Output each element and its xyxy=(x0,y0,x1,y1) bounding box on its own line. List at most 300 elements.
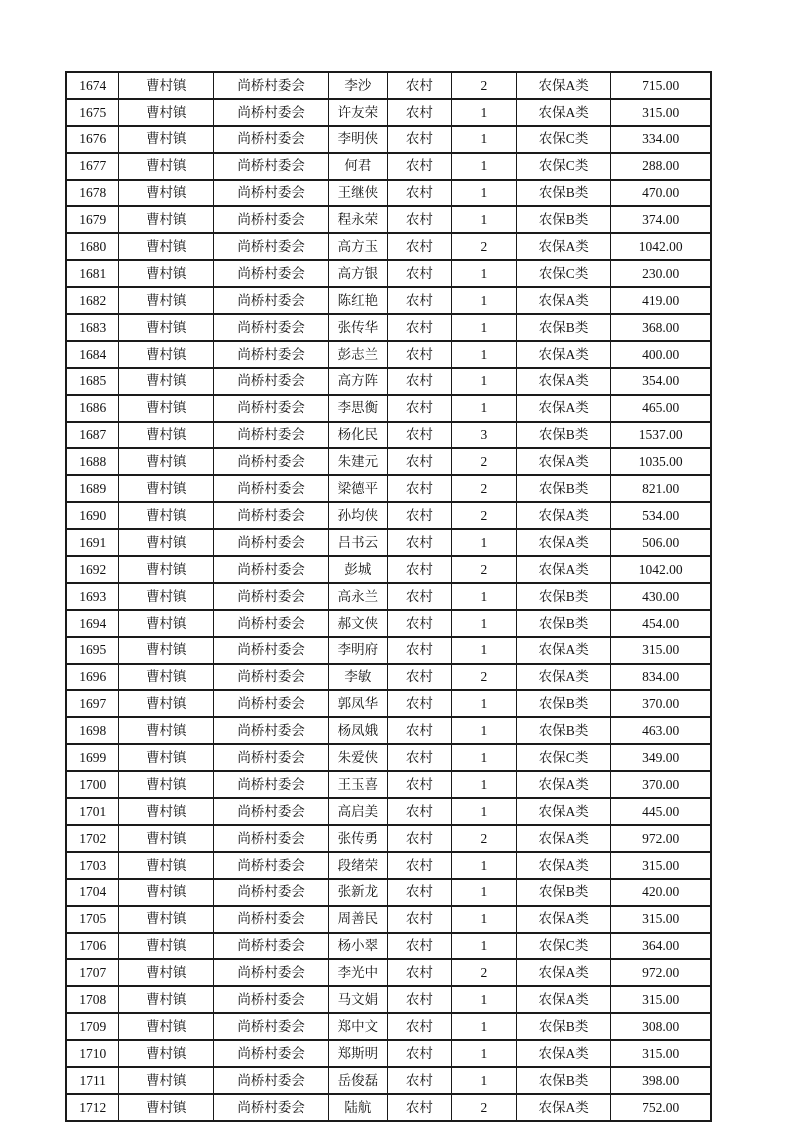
cell-count: 1 xyxy=(452,206,517,233)
cell-village: 尚桥村委会 xyxy=(214,825,329,852)
cell-count: 1 xyxy=(452,395,517,422)
cell-amount: 430.00 xyxy=(611,583,711,610)
cell-name: 彭城 xyxy=(328,556,387,583)
cell-category: 农保C类 xyxy=(516,126,611,153)
cell-count: 1 xyxy=(452,986,517,1013)
cell-amount: 315.00 xyxy=(611,1040,711,1067)
cell-village: 尚桥村委会 xyxy=(214,690,329,717)
cell-id: 1685 xyxy=(66,368,119,395)
cell-type: 农村 xyxy=(387,99,452,126)
cell-village: 尚桥村委会 xyxy=(214,556,329,583)
cell-town: 曹村镇 xyxy=(119,1094,214,1121)
cell-id: 1687 xyxy=(66,422,119,449)
cell-type: 农村 xyxy=(387,180,452,207)
cell-town: 曹村镇 xyxy=(119,798,214,825)
table-row xyxy=(66,1040,711,1067)
cell-name: 郭凤华 xyxy=(328,690,387,717)
cell-count: 2 xyxy=(452,556,517,583)
cell-amount: 972.00 xyxy=(611,825,711,852)
cell-amount: 506.00 xyxy=(611,529,711,556)
cell-name: 梁德平 xyxy=(328,475,387,502)
cell-town: 曹村镇 xyxy=(119,825,214,852)
cell-amount: 420.00 xyxy=(611,879,711,906)
table-row xyxy=(66,583,711,610)
cell-category: 农保A类 xyxy=(516,529,611,556)
cell-town: 曹村镇 xyxy=(119,395,214,422)
cell-category: 农保A类 xyxy=(516,798,611,825)
cell-name: 吕书云 xyxy=(328,529,387,556)
cell-name: 彭志兰 xyxy=(328,341,387,368)
benefits-table xyxy=(65,71,712,1122)
cell-category: 农保A类 xyxy=(516,341,611,368)
cell-type: 农村 xyxy=(387,1067,452,1094)
table-row xyxy=(66,798,711,825)
table-row xyxy=(66,825,711,852)
cell-village: 尚桥村委会 xyxy=(214,180,329,207)
cell-village: 尚桥村委会 xyxy=(214,1094,329,1121)
cell-count: 1 xyxy=(452,368,517,395)
cell-count: 1 xyxy=(452,153,517,180)
table-row xyxy=(66,1013,711,1040)
cell-amount: 972.00 xyxy=(611,959,711,986)
cell-id: 1675 xyxy=(66,99,119,126)
cell-count: 1 xyxy=(452,879,517,906)
cell-name: 杨化民 xyxy=(328,422,387,449)
cell-id: 1695 xyxy=(66,637,119,664)
cell-amount: 1035.00 xyxy=(611,448,711,475)
cell-town: 曹村镇 xyxy=(119,153,214,180)
table-row xyxy=(66,72,711,99)
cell-count: 1 xyxy=(452,1013,517,1040)
cell-name: 李明府 xyxy=(328,637,387,664)
cell-amount: 288.00 xyxy=(611,153,711,180)
cell-category: 农保B类 xyxy=(516,475,611,502)
cell-amount: 1042.00 xyxy=(611,233,711,260)
cell-town: 曹村镇 xyxy=(119,1040,214,1067)
cell-amount: 465.00 xyxy=(611,395,711,422)
cell-type: 农村 xyxy=(387,72,452,99)
cell-village: 尚桥村委会 xyxy=(214,771,329,798)
cell-count: 1 xyxy=(452,717,517,744)
cell-village: 尚桥村委会 xyxy=(214,529,329,556)
cell-amount: 334.00 xyxy=(611,126,711,153)
cell-count: 1 xyxy=(452,852,517,879)
cell-village: 尚桥村委会 xyxy=(214,906,329,933)
cell-type: 农村 xyxy=(387,798,452,825)
cell-count: 2 xyxy=(452,502,517,529)
cell-town: 曹村镇 xyxy=(119,368,214,395)
cell-count: 2 xyxy=(452,233,517,260)
cell-name: 陈红艳 xyxy=(328,287,387,314)
cell-type: 农村 xyxy=(387,583,452,610)
cell-amount: 454.00 xyxy=(611,610,711,637)
cell-count: 2 xyxy=(452,448,517,475)
cell-type: 农村 xyxy=(387,1040,452,1067)
cell-category: 农保A类 xyxy=(516,825,611,852)
table-row xyxy=(66,852,711,879)
cell-category: 农保B类 xyxy=(516,879,611,906)
cell-category: 农保B类 xyxy=(516,422,611,449)
cell-town: 曹村镇 xyxy=(119,341,214,368)
cell-village: 尚桥村委会 xyxy=(214,72,329,99)
cell-name: 王玉喜 xyxy=(328,771,387,798)
cell-id: 1677 xyxy=(66,153,119,180)
table-row xyxy=(66,1094,711,1121)
cell-town: 曹村镇 xyxy=(119,502,214,529)
table-row xyxy=(66,153,711,180)
cell-name: 何君 xyxy=(328,153,387,180)
cell-category: 农保A类 xyxy=(516,287,611,314)
cell-type: 农村 xyxy=(387,879,452,906)
cell-amount: 374.00 xyxy=(611,206,711,233)
cell-type: 农村 xyxy=(387,933,452,960)
cell-count: 1 xyxy=(452,906,517,933)
cell-category: 农保B类 xyxy=(516,180,611,207)
table-row xyxy=(66,1067,711,1094)
cell-id: 1678 xyxy=(66,180,119,207)
cell-village: 尚桥村委会 xyxy=(214,422,329,449)
cell-category: 农保B类 xyxy=(516,1013,611,1040)
cell-amount: 752.00 xyxy=(611,1094,711,1121)
cell-town: 曹村镇 xyxy=(119,879,214,906)
cell-category: 农保A类 xyxy=(516,852,611,879)
table-row xyxy=(66,502,711,529)
cell-count: 2 xyxy=(452,475,517,502)
cell-category: 农保C类 xyxy=(516,153,611,180)
cell-name: 李敏 xyxy=(328,664,387,691)
cell-id: 1710 xyxy=(66,1040,119,1067)
table-row xyxy=(66,556,711,583)
cell-name: 张新龙 xyxy=(328,879,387,906)
cell-amount: 354.00 xyxy=(611,368,711,395)
cell-id: 1703 xyxy=(66,852,119,879)
cell-count: 2 xyxy=(452,1094,517,1121)
cell-id: 1679 xyxy=(66,206,119,233)
cell-category: 农保C类 xyxy=(516,744,611,771)
table-row xyxy=(66,395,711,422)
cell-type: 农村 xyxy=(387,260,452,287)
cell-village: 尚桥村委会 xyxy=(214,260,329,287)
cell-town: 曹村镇 xyxy=(119,260,214,287)
cell-category: 农保A类 xyxy=(516,959,611,986)
cell-type: 农村 xyxy=(387,126,452,153)
cell-town: 曹村镇 xyxy=(119,1013,214,1040)
cell-town: 曹村镇 xyxy=(119,610,214,637)
cell-amount: 315.00 xyxy=(611,906,711,933)
cell-amount: 398.00 xyxy=(611,1067,711,1094)
cell-type: 农村 xyxy=(387,959,452,986)
cell-village: 尚桥村委会 xyxy=(214,341,329,368)
cell-town: 曹村镇 xyxy=(119,72,214,99)
table-row xyxy=(66,368,711,395)
cell-amount: 230.00 xyxy=(611,260,711,287)
cell-village: 尚桥村委会 xyxy=(214,933,329,960)
cell-count: 2 xyxy=(452,72,517,99)
cell-town: 曹村镇 xyxy=(119,99,214,126)
cell-category: 农保A类 xyxy=(516,771,611,798)
cell-name: 李明侠 xyxy=(328,126,387,153)
cell-id: 1696 xyxy=(66,664,119,691)
cell-id: 1683 xyxy=(66,314,119,341)
cell-id: 1690 xyxy=(66,502,119,529)
cell-id: 1700 xyxy=(66,771,119,798)
cell-village: 尚桥村委会 xyxy=(214,610,329,637)
cell-village: 尚桥村委会 xyxy=(214,206,329,233)
cell-category: 农保A类 xyxy=(516,1094,611,1121)
cell-amount: 715.00 xyxy=(611,72,711,99)
cell-name: 朱建元 xyxy=(328,448,387,475)
cell-type: 农村 xyxy=(387,233,452,260)
table-row xyxy=(66,610,711,637)
cell-name: 陆航 xyxy=(328,1094,387,1121)
cell-category: 农保A类 xyxy=(516,448,611,475)
table-row xyxy=(66,933,711,960)
cell-village: 尚桥村委会 xyxy=(214,395,329,422)
cell-amount: 308.00 xyxy=(611,1013,711,1040)
cell-type: 农村 xyxy=(387,287,452,314)
cell-category: 农保B类 xyxy=(516,690,611,717)
cell-village: 尚桥村委会 xyxy=(214,959,329,986)
cell-name: 高方阵 xyxy=(328,368,387,395)
table-row xyxy=(66,664,711,691)
cell-type: 农村 xyxy=(387,825,452,852)
cell-village: 尚桥村委会 xyxy=(214,126,329,153)
cell-type: 农村 xyxy=(387,852,452,879)
cell-name: 杨小翠 xyxy=(328,933,387,960)
cell-category: 农保A类 xyxy=(516,502,611,529)
cell-town: 曹村镇 xyxy=(119,556,214,583)
cell-id: 1674 xyxy=(66,72,119,99)
cell-name: 李思衡 xyxy=(328,395,387,422)
cell-count: 1 xyxy=(452,583,517,610)
cell-id: 1706 xyxy=(66,933,119,960)
cell-count: 1 xyxy=(452,341,517,368)
cell-id: 1698 xyxy=(66,717,119,744)
table-body xyxy=(66,72,711,1121)
cell-category: 农保A类 xyxy=(516,395,611,422)
cell-category: 农保B类 xyxy=(516,610,611,637)
table-row xyxy=(66,717,711,744)
cell-type: 农村 xyxy=(387,502,452,529)
cell-village: 尚桥村委会 xyxy=(214,233,329,260)
cell-id: 1699 xyxy=(66,744,119,771)
table-row xyxy=(66,99,711,126)
table-row xyxy=(66,126,711,153)
cell-village: 尚桥村委会 xyxy=(214,502,329,529)
cell-town: 曹村镇 xyxy=(119,959,214,986)
cell-category: 农保A类 xyxy=(516,986,611,1013)
cell-type: 农村 xyxy=(387,664,452,691)
cell-name: 岳俊磊 xyxy=(328,1067,387,1094)
table-row xyxy=(66,422,711,449)
cell-count: 2 xyxy=(452,664,517,691)
cell-type: 农村 xyxy=(387,986,452,1013)
cell-amount: 315.00 xyxy=(611,99,711,126)
cell-category: 农保A类 xyxy=(516,1040,611,1067)
cell-amount: 315.00 xyxy=(611,637,711,664)
cell-category: 农保B类 xyxy=(516,717,611,744)
cell-town: 曹村镇 xyxy=(119,986,214,1013)
cell-village: 尚桥村委会 xyxy=(214,798,329,825)
cell-town: 曹村镇 xyxy=(119,690,214,717)
cell-name: 郑中文 xyxy=(328,1013,387,1040)
cell-amount: 370.00 xyxy=(611,771,711,798)
cell-type: 农村 xyxy=(387,556,452,583)
cell-id: 1694 xyxy=(66,610,119,637)
cell-count: 1 xyxy=(452,637,517,664)
cell-count: 1 xyxy=(452,690,517,717)
cell-name: 马文娟 xyxy=(328,986,387,1013)
cell-count: 1 xyxy=(452,771,517,798)
cell-count: 1 xyxy=(452,933,517,960)
cell-type: 农村 xyxy=(387,395,452,422)
cell-amount: 315.00 xyxy=(611,986,711,1013)
table-row xyxy=(66,690,711,717)
cell-village: 尚桥村委会 xyxy=(214,287,329,314)
cell-amount: 1042.00 xyxy=(611,556,711,583)
table-row xyxy=(66,287,711,314)
cell-town: 曹村镇 xyxy=(119,664,214,691)
cell-count: 2 xyxy=(452,959,517,986)
cell-category: 农保B类 xyxy=(516,314,611,341)
cell-name: 郝文侠 xyxy=(328,610,387,637)
cell-type: 农村 xyxy=(387,153,452,180)
cell-category: 农保A类 xyxy=(516,72,611,99)
cell-amount: 370.00 xyxy=(611,690,711,717)
cell-amount: 419.00 xyxy=(611,287,711,314)
cell-village: 尚桥村委会 xyxy=(214,314,329,341)
cell-category: 农保B类 xyxy=(516,206,611,233)
cell-amount: 834.00 xyxy=(611,664,711,691)
cell-id: 1697 xyxy=(66,690,119,717)
cell-town: 曹村镇 xyxy=(119,1067,214,1094)
cell-type: 农村 xyxy=(387,771,452,798)
cell-category: 农保A类 xyxy=(516,637,611,664)
cell-count: 1 xyxy=(452,798,517,825)
cell-amount: 315.00 xyxy=(611,852,711,879)
cell-amount: 463.00 xyxy=(611,717,711,744)
cell-village: 尚桥村委会 xyxy=(214,448,329,475)
cell-id: 1708 xyxy=(66,986,119,1013)
table-row xyxy=(66,986,711,1013)
cell-count: 1 xyxy=(452,260,517,287)
cell-id: 1701 xyxy=(66,798,119,825)
cell-town: 曹村镇 xyxy=(119,206,214,233)
cell-count: 1 xyxy=(452,529,517,556)
cell-amount: 349.00 xyxy=(611,744,711,771)
cell-type: 农村 xyxy=(387,475,452,502)
cell-town: 曹村镇 xyxy=(119,475,214,502)
cell-type: 农村 xyxy=(387,717,452,744)
cell-category: 农保A类 xyxy=(516,906,611,933)
table-row xyxy=(66,771,711,798)
cell-id: 1707 xyxy=(66,959,119,986)
cell-count: 1 xyxy=(452,1040,517,1067)
cell-town: 曹村镇 xyxy=(119,717,214,744)
cell-type: 农村 xyxy=(387,529,452,556)
cell-town: 曹村镇 xyxy=(119,906,214,933)
table-row xyxy=(66,260,711,287)
cell-count: 1 xyxy=(452,99,517,126)
cell-town: 曹村镇 xyxy=(119,126,214,153)
cell-count: 1 xyxy=(452,1067,517,1094)
cell-village: 尚桥村委会 xyxy=(214,153,329,180)
cell-type: 农村 xyxy=(387,314,452,341)
cell-type: 农村 xyxy=(387,744,452,771)
cell-id: 1692 xyxy=(66,556,119,583)
table-row xyxy=(66,879,711,906)
table-row xyxy=(66,637,711,664)
cell-category: 农保A类 xyxy=(516,233,611,260)
table-row xyxy=(66,529,711,556)
cell-village: 尚桥村委会 xyxy=(214,99,329,126)
cell-amount: 534.00 xyxy=(611,502,711,529)
cell-amount: 1537.00 xyxy=(611,422,711,449)
cell-town: 曹村镇 xyxy=(119,529,214,556)
cell-id: 1682 xyxy=(66,287,119,314)
cell-amount: 400.00 xyxy=(611,341,711,368)
cell-town: 曹村镇 xyxy=(119,233,214,260)
table-row xyxy=(66,475,711,502)
cell-town: 曹村镇 xyxy=(119,287,214,314)
cell-name: 郑斯明 xyxy=(328,1040,387,1067)
table-row xyxy=(66,180,711,207)
cell-type: 农村 xyxy=(387,906,452,933)
cell-village: 尚桥村委会 xyxy=(214,664,329,691)
cell-type: 农村 xyxy=(387,368,452,395)
cell-amount: 445.00 xyxy=(611,798,711,825)
cell-name: 高永兰 xyxy=(328,583,387,610)
cell-village: 尚桥村委会 xyxy=(214,717,329,744)
cell-name: 杨凤娥 xyxy=(328,717,387,744)
cell-type: 农村 xyxy=(387,448,452,475)
cell-village: 尚桥村委会 xyxy=(214,744,329,771)
cell-town: 曹村镇 xyxy=(119,314,214,341)
cell-count: 1 xyxy=(452,744,517,771)
cell-amount: 364.00 xyxy=(611,933,711,960)
cell-type: 农村 xyxy=(387,690,452,717)
cell-town: 曹村镇 xyxy=(119,637,214,664)
table-row xyxy=(66,341,711,368)
cell-id: 1702 xyxy=(66,825,119,852)
cell-id: 1676 xyxy=(66,126,119,153)
cell-id: 1693 xyxy=(66,583,119,610)
cell-village: 尚桥村委会 xyxy=(214,1067,329,1094)
cell-category: 农保C类 xyxy=(516,260,611,287)
cell-name: 程永荣 xyxy=(328,206,387,233)
cell-village: 尚桥村委会 xyxy=(214,583,329,610)
cell-town: 曹村镇 xyxy=(119,583,214,610)
cell-type: 农村 xyxy=(387,1094,452,1121)
cell-town: 曹村镇 xyxy=(119,933,214,960)
cell-name: 段绪荣 xyxy=(328,852,387,879)
cell-category: 农保B类 xyxy=(516,1067,611,1094)
cell-name: 高方银 xyxy=(328,260,387,287)
cell-name: 周善民 xyxy=(328,906,387,933)
cell-village: 尚桥村委会 xyxy=(214,1040,329,1067)
cell-id: 1711 xyxy=(66,1067,119,1094)
cell-town: 曹村镇 xyxy=(119,744,214,771)
cell-amount: 821.00 xyxy=(611,475,711,502)
cell-type: 农村 xyxy=(387,1013,452,1040)
cell-name: 李光中 xyxy=(328,959,387,986)
cell-id: 1705 xyxy=(66,906,119,933)
cell-category: 农保C类 xyxy=(516,933,611,960)
cell-id: 1684 xyxy=(66,341,119,368)
cell-category: 农保A类 xyxy=(516,556,611,583)
cell-id: 1691 xyxy=(66,529,119,556)
cell-category: 农保A类 xyxy=(516,99,611,126)
